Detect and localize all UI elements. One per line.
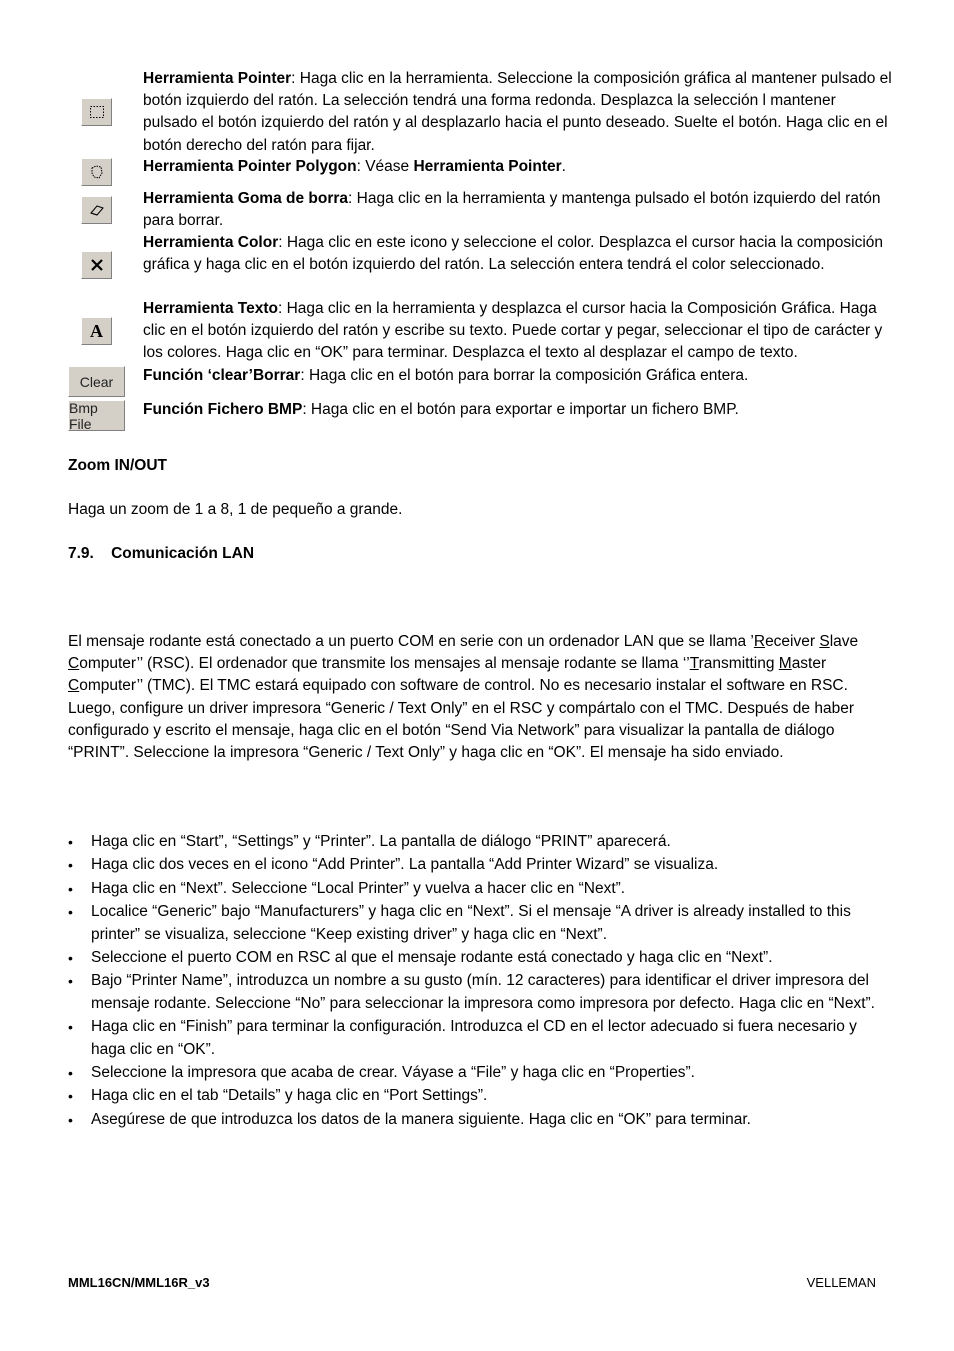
tool-description <box>143 232 893 276</box>
tool-text: : Véase <box>356 158 414 175</box>
footer-brand: VELLEMAN <box>806 1275 876 1290</box>
lan-paragraph <box>68 631 888 764</box>
lan-text: aster <box>791 655 827 673</box>
tool-text: : Haga clic en la herramienta y desplazca el cursor hacia la Composición Gráfica. Haga clic en el botón izquierdo del ratón y escribe su texto. Puede cortar y pegar, seleccionar el tipo de carácter y los colores. Haga clic en “OK” para terminar. Desplazca el texto al desplazar el campo de texto. <box>143 300 883 362</box>
text-icon: A <box>81 317 112 345</box>
tool-reference: Herramienta Pointer <box>413 158 562 175</box>
polygon-icon <box>81 158 112 186</box>
tool-name: Herramienta Texto <box>143 300 278 317</box>
pointer-icon <box>81 98 112 126</box>
lan-text: ransmitting <box>698 655 779 673</box>
list-item: • Haga clic en “Finish” para terminar la configuración. Introduzca el CD en el lector adecuado si fuera necesario y haga clic en “OK”. <box>68 1016 888 1061</box>
tool-text: : Haga clic en este icono y seleccione el color. Desplazca el cursor hacia la composición gráfica y haga clic en el botón izquierdo del ratón. La selección entera tendrá el color seleccionado. <box>143 234 884 274</box>
tool-name: Herramienta Goma de borra <box>143 190 349 207</box>
zoom-text: Haga un zoom de 1 a 8, 1 de pequeño a grande. <box>68 501 403 518</box>
tool-description <box>143 188 893 232</box>
tool-description <box>143 365 893 387</box>
acronym-letter: M <box>778 655 792 673</box>
tool-name: Herramienta Pointer Polygon <box>143 158 357 175</box>
list-item: • Haga clic en el tab “Details” y haga clic en “Port Settings”. <box>68 1085 888 1107</box>
tool-text-end: . <box>561 158 566 175</box>
list-item: • Haga clic en “Start”, “Settings” y “Printer”. La pantalla de diálogo “PRINT” aparecerá. <box>68 831 888 853</box>
list-item: • Asegúrese de que introduzca los datos de la manera siguiente. Haga clic en “OK” para terminar. <box>68 1109 888 1131</box>
lan-heading: 7.9. Comunicación LAN <box>68 545 255 562</box>
lan-text: lave <box>829 633 859 650</box>
eraser-icon <box>81 196 112 224</box>
acronym-letter: T <box>689 655 699 673</box>
acronym-letter: R <box>753 633 766 650</box>
tool-description <box>143 156 893 178</box>
list-item: • Haga clic en “Next”. Seleccione “Local Printer” y vuelva a hacer clic en “Next”. <box>68 878 888 900</box>
list-item: • Seleccione la impresora que acaba de crear. Váyase a “File” y haga clic en “Properties”. <box>68 1062 888 1084</box>
tool-text: : Haga clic en la herramienta. Seleccione la composición gráfica al mantener pulsado el botón izquierdo del ratón. La selección tendrá una forma redonda. Desplazca la selección l mantener pulsado el botón izquierdo del ratón y al desplazarlo hacia el punto deseado. Suelte el botón. Haga clic en el botón derecho del ratón para fijar. <box>143 70 892 154</box>
bmp-file-button: Bmp File <box>68 400 125 431</box>
acronym-letter: C <box>68 677 80 695</box>
tool-description <box>143 399 893 421</box>
tool-name: Herramienta Pointer <box>143 70 292 87</box>
list-item: • Bajo “Printer Name”, introduzca un nombre a su gusto (mín. 12 caracteres) para identificar el driver impresora del mensaje rodante. Seleccione “No” para seleccionar la impresora como impresora por defecto. Haga clic en “Next”. <box>68 970 888 1015</box>
footer-model: MML16CN/MML16R_v3 <box>68 1275 210 1290</box>
list-item: • Seleccione el puerto COM en RSC al que el mensaje rodante está conectado y haga clic en “Next”. <box>68 947 888 969</box>
tool-name: Herramienta Color <box>143 234 279 251</box>
acronym-letter: S <box>819 633 830 650</box>
setup-steps-list <box>68 831 888 1132</box>
tool-name: Función Fichero BMP <box>143 401 303 418</box>
lan-text: eceiver <box>765 633 820 650</box>
zoom-heading: Zoom IN/OUT <box>68 457 168 474</box>
tool-text: : Haga clic en la herramienta y mantenga pulsado el botón izquierdo del ratón para borrar. <box>143 190 881 230</box>
color-icon <box>81 251 112 279</box>
list-item: • Haga clic dos veces en el icono “Add Printer”. La pantalla “Add Printer Wizard” se visualiza. <box>68 854 888 876</box>
tool-text: : Haga clic en el botón para borrar la composición Gráfica entera. <box>300 367 749 384</box>
lan-text: El mensaje rodante está conectado a un puerto COM en serie con un ordenador LAN que se llama ’ <box>68 633 754 650</box>
clear-button: Clear <box>68 366 125 397</box>
acronym-letter: C <box>68 655 80 673</box>
tool-description <box>143 298 893 365</box>
lan-text: omputer’’ (RSC). El ordenador que transmite los mensajes al mensaje rodante se llama ‘’ <box>79 655 690 673</box>
tool-text: : Haga clic en el botón para exportar e importar un fichero BMP. <box>302 401 739 418</box>
list-item: • Localice “Generic” bajo “Manufacturers” y haga clic en “Next”. Si el mensaje “A driver is already installed to this printer” se visualiza, seleccione “Keep existing driver” y haga clic en “Next”. <box>68 901 888 946</box>
lan-text: omputer’’ (TMC). El TMC estará equipado con software de control. No es necesario instalar el software en RSC. Luego, configure un driver impresora “Generic / Text Only” en el RSC y compártalo con el TMC. Después de haber configurado y escrito el mensaje, haga clic en el botón “Send Via Network” para visualizar la pantalla de diálogo “PRINT”. Seleccione la impresora “Generic / Text Only” y haga clic en “OK”. El mensaje ha sido enviado. <box>68 677 854 762</box>
tool-name: Función ‘clear’Borrar <box>143 367 301 384</box>
tool-description <box>143 68 893 157</box>
